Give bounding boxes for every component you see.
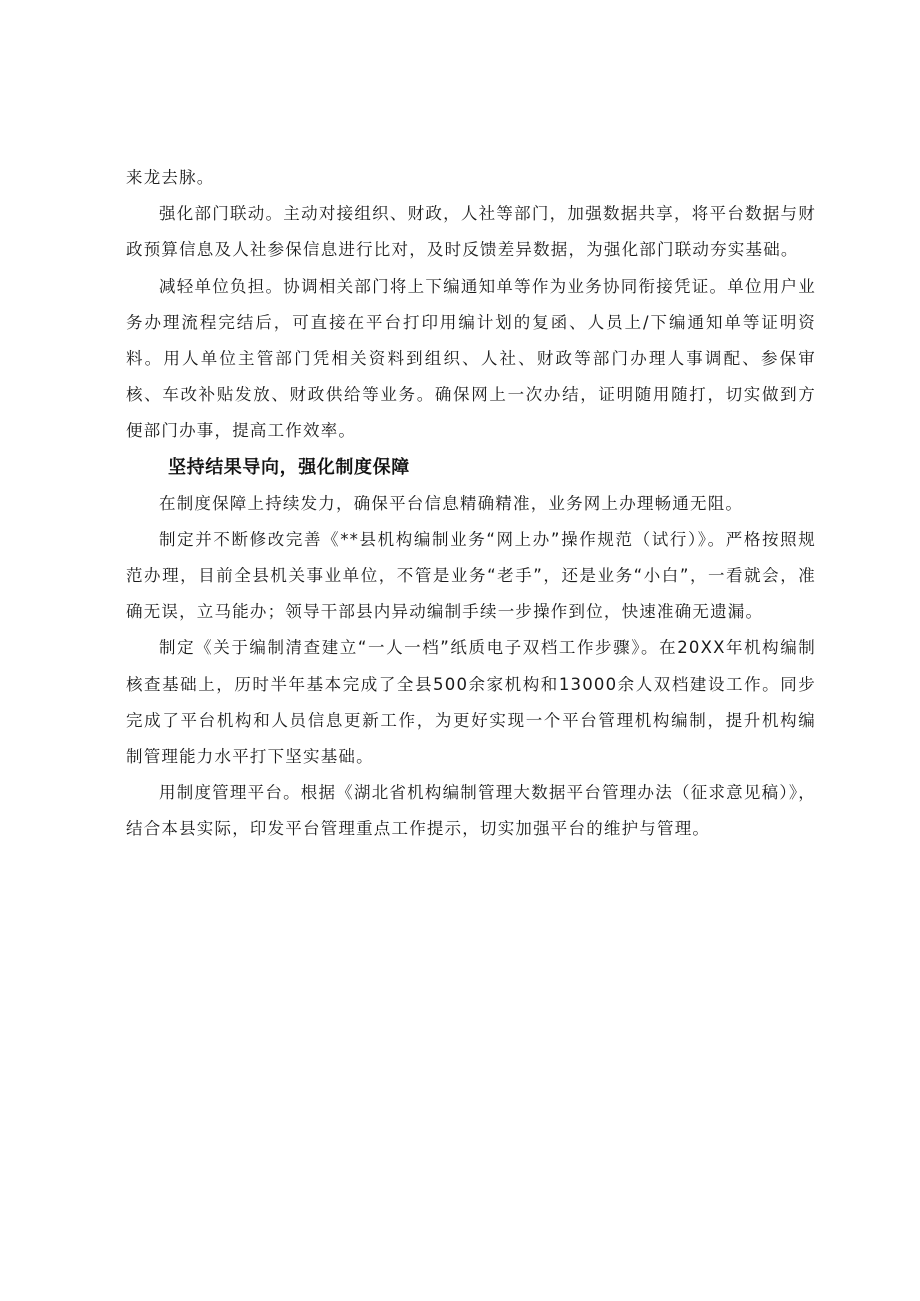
paragraph-institutional-guarantee: 在制度保障上持续发力，确保平台信息精确精准，业务网上办理畅通无阻。 <box>159 493 744 513</box>
document-body <box>126 160 816 848</box>
paragraph-operation-spec: 制定并不断修改完善《**县机构编制业务“网上办”操作规范（试行）》。严格按照规范办理，目前全县机关事业单位，不管是业务“老手”，还是业务“小白”，一看就会，准确无误，立马能办；领导干部县内异动编制手续一步操作到位，快速准确无遗漏。 <box>126 529 816 622</box>
paragraph-department-coordination: 强化部门联动。主动对接组织、财政，人社等部门，加强数据共享，将平台数据与财政预算信息及人社参保信息进行比对，及时反馈差异数据，为强化部门联动夯实基础。 <box>126 204 816 260</box>
section-heading: 坚持结果导向，强化制度保障 <box>168 456 410 478</box>
paragraph-platform-management: 用制度管理平台。根据《湖北省机构编制管理大数据平台管理办法（征求意见稿）》，结合本县实际，印发平台管理重点工作提示，切实加强平台的维护与管理。 <box>126 783 816 839</box>
paragraph-reduce-burden: 减轻单位负担。协调相关部门将上下编通知单等作为业务协同衔接凭证。单位用户业务办理流程完结后，可直接在平台打印用编计划的复函、人员上/下编通知单等证明资料。用人单位主管部门凭相关资料到组织、人社、财政等部门办理人事调配、参保审核、车改补贴发放、财政供给等业务。确保网上一次办结，证明随用随打，切实做到方便部门办事，提高工作效率。 <box>126 276 816 441</box>
paragraph-dual-archive: 制定《关于编制清查建立“一人一档”纸质电子双档工作步骤》。在20XX年机构编制核查基础上，历时半年基本完成了全县500余家机构和13000余人双档建设工作。同步完成了平台机构和人员信息更新工作，为更好实现一个平台管理机构编制，提升机构编制管理能力水平打下坚实基础。 <box>126 638 816 767</box>
paragraph-continuation: 来龙去脉。 <box>126 168 215 187</box>
